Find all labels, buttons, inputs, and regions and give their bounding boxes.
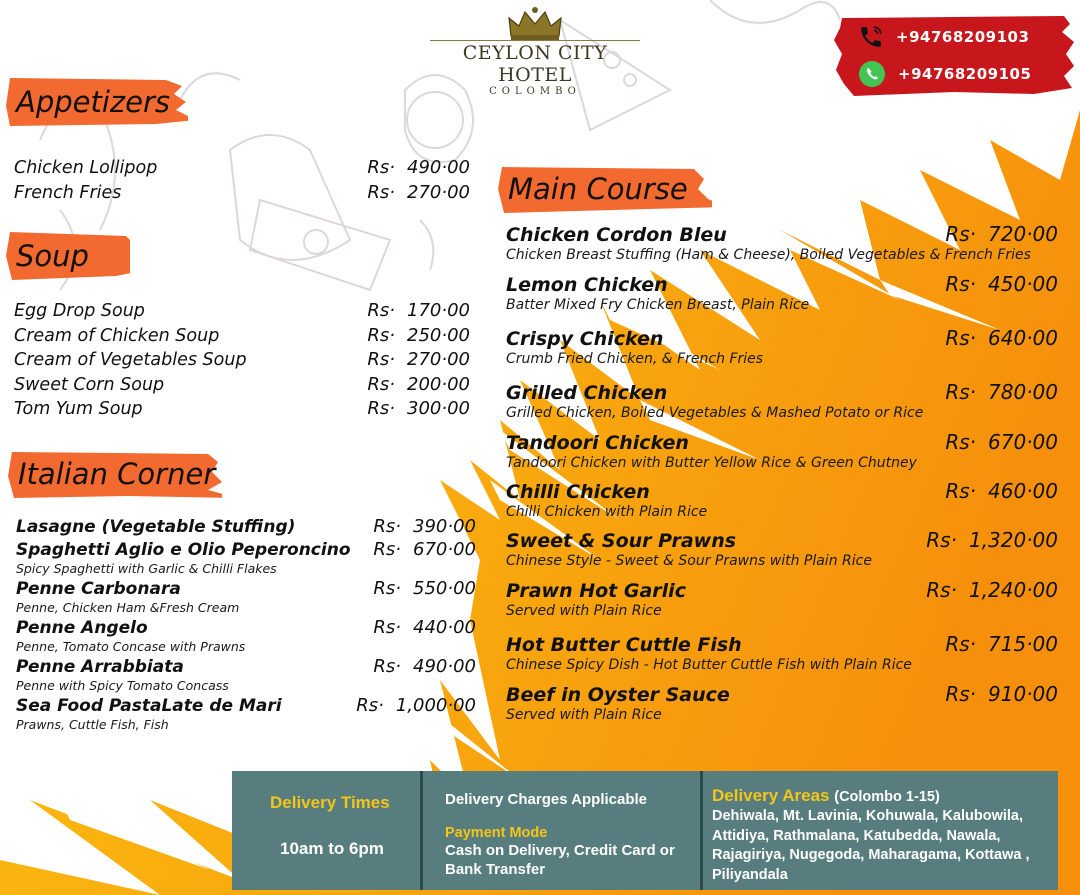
menu-item: Sea Food PastaLate de Mari Rs· 1,000·00 Prawns, Cuttle Fish, Fish [16,695,476,732]
delivery-times-title: Delivery Times [270,793,390,812]
soup-list [14,300,470,423]
payment-panel [423,771,700,890]
hotel-name: CEYLON CITY HOTEL [430,40,640,86]
menu-item: Cream of Chicken Soup Rs· 250·00 [14,324,470,346]
hotel-logo [430,6,640,97]
menu-item: Penne Arrabbiata Rs· 490·00 Penne with Spicy Tomato Concass [16,656,476,693]
crown-icon [505,6,565,42]
payment-mode-value: Cash on Delivery, Credit Card or Bank Transfer [445,842,675,878]
delivery-times-panel [232,771,420,890]
section-title: Appetizers [16,85,171,119]
menu-item: Chicken Lollipop Rs· 490·00 [14,157,470,178]
menu-item: French Fries Rs· 270·00 [14,181,470,203]
menu-item: Crispy Chicken Rs· 640·00 Crumb Fried Chicken, & French Fries [506,326,1058,367]
menu-item: Lasagne (Vegetable Stuffing) Rs· 390·00 [16,516,476,537]
delivery-charges-note: Delivery Charges Applicable [445,791,648,808]
section-header-soup [6,230,130,282]
payment-mode-title: Payment Mode [445,825,548,841]
whatsapp-contact[interactable] [858,60,1031,88]
delivery-areas-list: Dehiwala, Mt. Lavinia, Kohuwala, Kalubowila, Attidiya, Rathmalana, Katubedda, Nawala, Rajagiriya, Nugegoda, Maharagama, Kottawa , Piliyandala [712,808,1030,883]
delivery-info-footer [232,771,1058,890]
section-title: Italian Corner [18,457,216,491]
menu-item: Hot Butter Cuttle Fish Rs· 715·00 Chinese Spicy Dish - Hot Butter Cuttle Fish with Plain Rice [506,632,1058,673]
menu-item: Tandoori Chicken Rs· 670·00 Tandoori Chicken with Butter Yellow Rice & Green Chutney [506,430,1058,471]
delivery-areas-title: Delivery Areas [712,786,830,805]
menu-item: Beef in Oyster Sauce Rs· 910·00 Served with Plain Rice [506,682,1058,723]
main-course-list [506,222,1058,732]
menu-item: Sweet Corn Soup Rs· 200·00 [14,373,470,395]
menu-item: Spaghetti Aglio e Olio Peperoncino Rs· 670·00 Spicy Spaghetti with Garlic & Chilli Flakes [16,539,476,576]
section-header-italian-corner [8,448,222,500]
hotel-city: COLOMBO [489,86,581,97]
phone-number: +94768209103 [896,28,1030,46]
phone-icon [858,24,884,50]
menu-item: Lemon Chicken Rs· 450·00 Batter Mixed Fry Chicken Breast, Plain Rice [506,272,1058,313]
italian-list [16,516,476,734]
appetizers-list [14,157,470,206]
delivery-areas-subtitle: (Colombo 1-15) [834,789,940,805]
delivery-areas-panel [703,771,1058,890]
whatsapp-icon [858,60,886,88]
section-title: Soup [16,239,89,273]
menu-item: Cream of Vegetables Soup Rs· 270·00 [14,349,470,370]
menu-item: Prawn Hot Garlic Rs· 1,240·00 Served with Plain Rice [506,578,1058,619]
menu-item: Penne Angelo Rs· 440·00 Penne, Tomato Concase with Prawns [16,617,476,654]
section-header-main-course [498,163,712,215]
menu-item: Chilli Chicken Rs· 460·00 Chilli Chicken with Plain Rice [506,479,1058,520]
delivery-times-value: 10am to 6pm [280,839,384,858]
phone-contact[interactable] [858,24,1029,50]
contact-banner [834,14,1074,96]
menu-item: Penne Carbonara Rs· 550·00 Penne, Chicken Ham &Fresh Cream [16,578,476,615]
menu-item: Chicken Cordon Bleu Rs· 720·00 Chicken Breast Stuffing (Ham & Cheese), Boiled Vegetables & French Fries [506,222,1058,263]
section-title: Main Course [508,172,688,206]
menu-item: Sweet & Sour Prawns Rs· 1,320·00 Chinese Style - Sweet & Sour Prawns with Plain Rice [506,528,1058,569]
whatsapp-number: +94768209105 [898,65,1032,83]
menu-item: Grilled Chicken Rs· 780·00 Grilled Chicken, Boiled Vegetables & Mashed Potato or Rice [506,380,1058,421]
menu-item: Egg Drop Soup Rs· 170·00 [14,300,470,321]
menu-item: Tom Yum Soup Rs· 300·00 [14,398,470,419]
section-header-appetizers [6,76,188,128]
